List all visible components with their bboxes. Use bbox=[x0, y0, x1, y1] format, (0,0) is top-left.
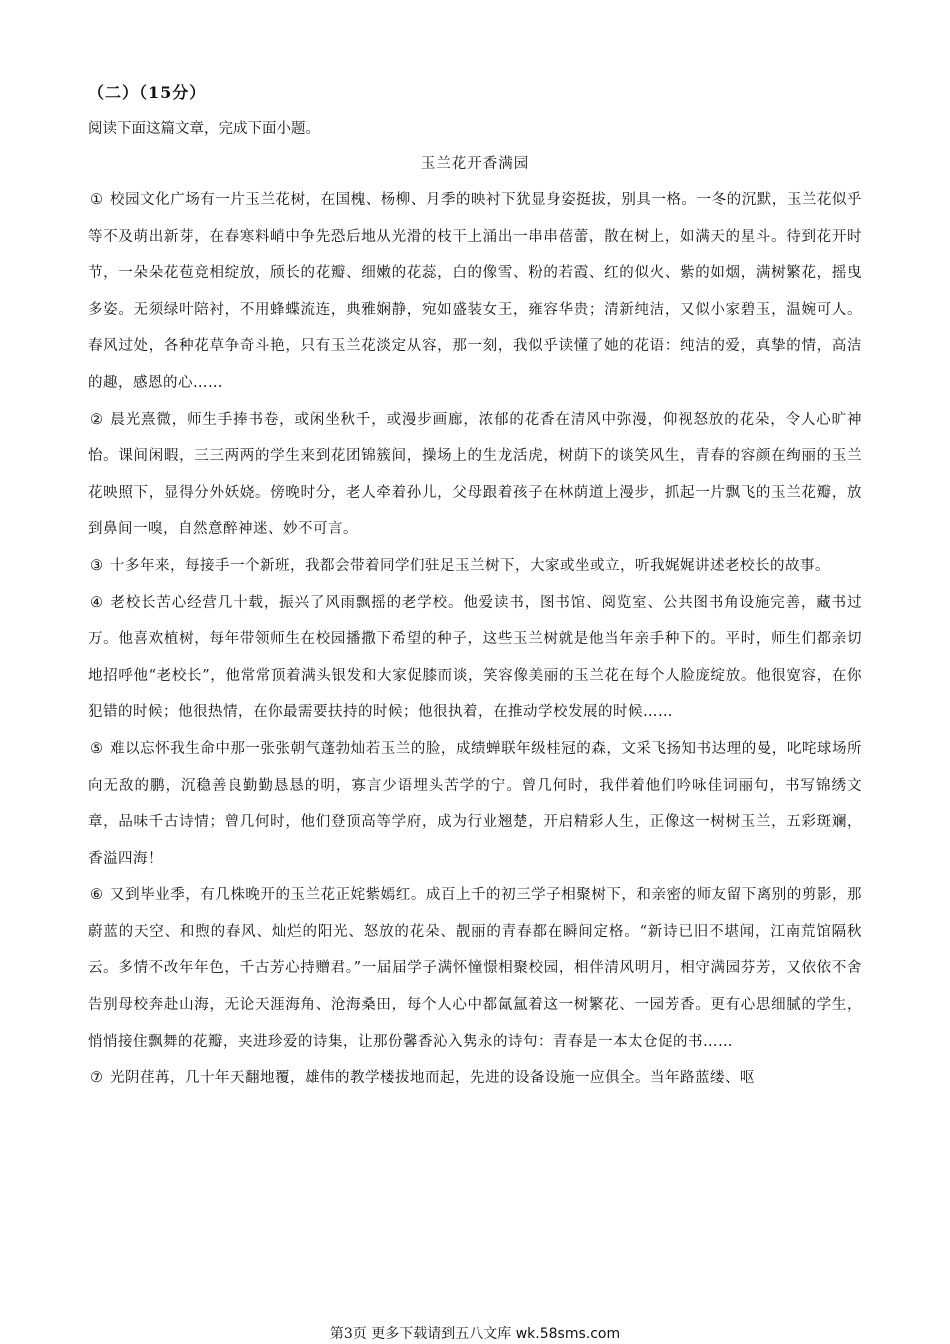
paragraph-text: 老校长苦心经营几十载，振兴了风雨飘摇的老学校。他爱读书，图书馆、阅览室、公共图书角设施完善，藏书过万。他喜欢植树，每年带领师生在校园播撒下希望的种子，这些玉兰树就是他当年亲手种下的。平时，师生们都亲切地招呼他“老校长”，他常常顶着满头银发和大家促膝而谈，笑容像美丽的玉兰花在每个人脸庞绽放。他很宽容，在你犯错的时候；他很热情，在你最需要扶持的时候；他很执着，在推动学校发展的时候…… bbox=[88, 594, 862, 721]
paragraph-4 bbox=[88, 585, 862, 731]
paragraph-6 bbox=[88, 877, 862, 1060]
paragraph-7 bbox=[88, 1060, 862, 1097]
paragraph-number: ② bbox=[90, 411, 104, 428]
download-notice: 更多下载请到五八文库 bbox=[371, 1326, 512, 1342]
paragraph-text: 校园文化广场有一片玉兰花树，在国槐、杨柳、月季的映衬下犹显身姿挺拔，别具一格。一冬的沉默，玉兰花似乎等不及萌出新芽，在春寒料峭中争先恐后地从光滑的枝干上涌出一串串蓓蕾，散在树上，如满天的星斗。待到花开时节，一朵朵花苞竞相绽放，颀长的花瓣、细嫩的花蕊，白的像雪、粉的若霞、红的似火、紫的如烟，满树繁花，摇曳多姿。无须绿叶陪衬，不用蜂蝶流连，典雅娴静，宛如盛装女王，雍容华贵；清新纯洁，又似小家碧玉，温婉可人。春风过处，各种花草争奇斗艳，只有玉兰花淡定从容，那一刻，我似乎读懂了她的花语：纯洁的爱，真挚的情，高洁的趣，感恩的心…… bbox=[88, 192, 862, 391]
paragraph-number: ⑤ bbox=[90, 740, 104, 757]
paragraph-number: ⑦ bbox=[90, 1070, 104, 1087]
page-number: 第3页 bbox=[329, 1326, 367, 1342]
section-heading: （二）（15分） bbox=[88, 83, 207, 102]
paragraph-text: 晨光熹微，师生手捧书卷，或闲坐秋千，或漫步画廊，浓郁的花香在清风中弥漫，仰视怒放的花朵，令人心旷神怡。课间闲暇，三三两两的学生来到花团锦簇间，操场上的生龙活虎，树荫下的谈笑风生，青春的容颜在绚丽的玉兰花映照下，显得分外妖娆。傍晚时分，老人牵着孙儿，父母跟着孩子在林荫道上漫步，抓起一片飘飞的玉兰花瓣，放到鼻间一嗅，自然意醉神迷、妙不可言。 bbox=[88, 411, 862, 538]
paragraph-text: 又到毕业季，有几株晚开的玉兰花正姹紫嫣红。成百上千的初三学子相聚树下，和亲密的师友留下离别的剪影，那蔚蓝的天空、和煦的春风、灿烂的阳光、怒放的花朵、靓丽的青春都在瞬间定格。“新诗已旧不堪闻，江南荒馆隔秋云。多情不改年年色，千古芳心持赠君。”一届届学子满怀憧憬相聚校园，相伴清风明月，相守满园芬芳，又依依不舍告别母校奔赴山海，无论天涯海角、沧海桑田，每个人心中都氤氲着这一树繁花、一园芳香。更有心思细腻的学生，悄悄接住飘舞的花瓣，夹进珍爱的诗集，让那份馨香沁入隽永的诗句：青春是一本太仓促的书…… bbox=[88, 887, 862, 1050]
page-footer bbox=[0, 1323, 950, 1343]
paragraph-number: ④ bbox=[90, 594, 104, 611]
paragraph-3 bbox=[88, 548, 862, 585]
paragraph-2 bbox=[88, 402, 862, 548]
paragraph-text: 难以忘怀我生命中那一张张朝气蓬勃灿若玉兰的脸，成绩蝉联年级桂冠的森，文采飞扬知书达理的曼，叱咤球场所向无敌的鹏，沉稳善良勤勤恳恳的明，寡言少语埋头苦学的宁。曾几何时，我伴着他们吟咏佳词丽句，书写锦绣文章，品味千古诗情；曾几何时，他们登顶高等学府，成为行业翘楚，开启精彩人生，正像这一树树玉兰，五彩斑斓，香溢四海！ bbox=[88, 740, 862, 867]
paragraph-1 bbox=[88, 182, 862, 402]
article-body bbox=[88, 182, 862, 1097]
paragraph-text: 光阴荏苒，几十年天翻地覆，雄伟的教学楼拔地而起，先进的设备设施一应俱全。当年路蓝缕、呕 bbox=[110, 1070, 755, 1087]
paragraph-text: 十多年来，每接手一个新班，我都会带着同学们驻足玉兰树下，大家或坐或立，听我娓娓讲述老校长的故事。 bbox=[110, 557, 830, 574]
paragraph-number: ① bbox=[90, 192, 104, 208]
site-link[interactable]: wk.58sms.com bbox=[515, 1326, 621, 1342]
reading-instruction: 阅读下面这篇文章，完成下面小题。 bbox=[88, 121, 320, 137]
article-title: 玉兰花开香满园 bbox=[420, 156, 530, 172]
paragraph-5 bbox=[88, 731, 862, 877]
paragraph-number: ③ bbox=[90, 557, 104, 574]
paragraph-number: ⑥ bbox=[90, 887, 104, 904]
